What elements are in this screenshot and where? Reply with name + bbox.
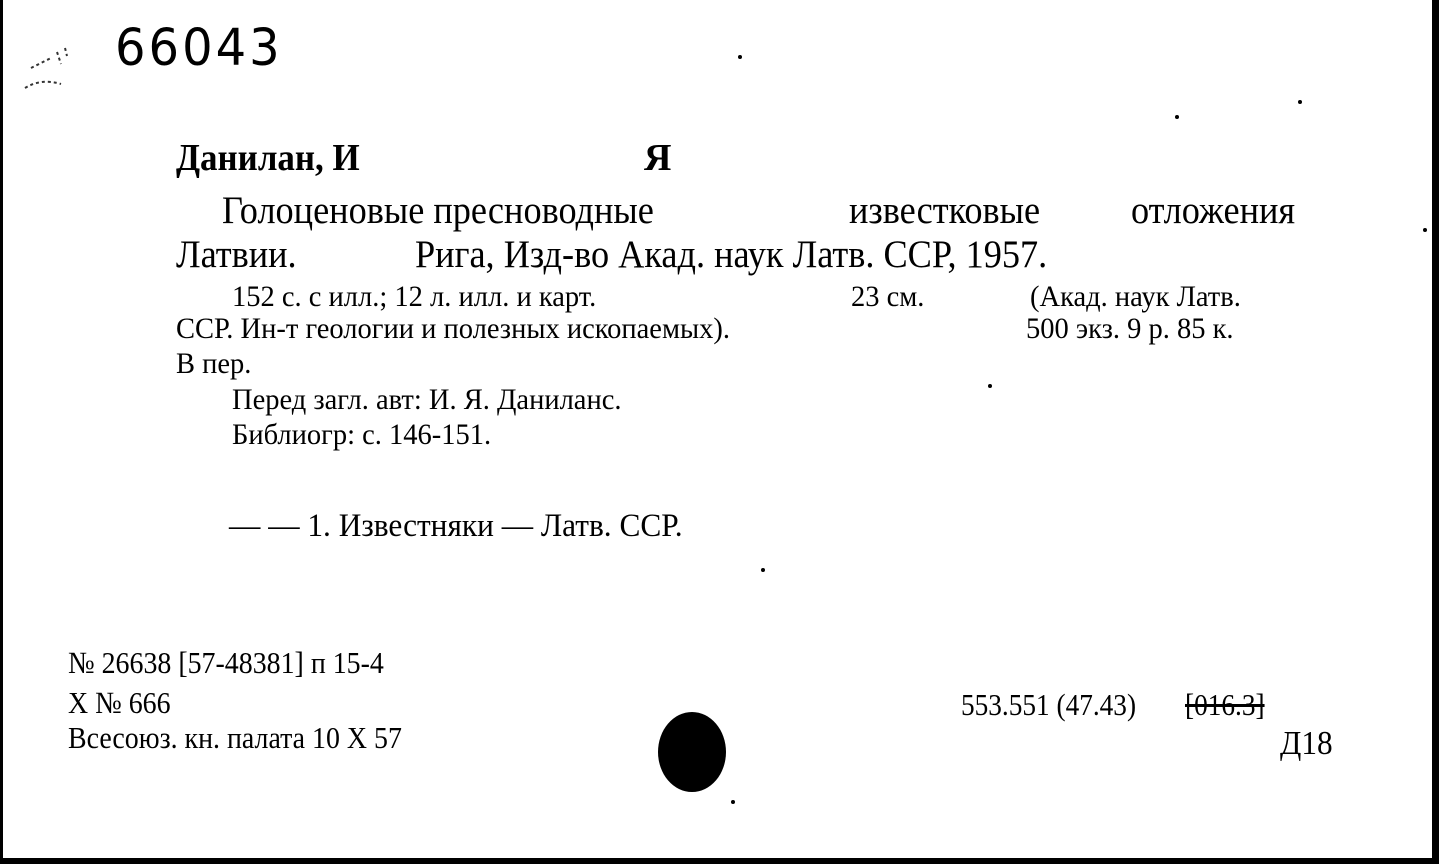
- author-surname: Данилан, И: [176, 137, 360, 179]
- subject-heading: — — 1. Известняки — Латв. ССР.: [229, 508, 683, 544]
- registry-number: № 26638 [57-48381] п 15-4: [68, 645, 384, 680]
- imprint: Рига, Изд-во Акад. наук Латв. ССР, 1957.: [415, 233, 1048, 276]
- binding-note: В пер.: [176, 347, 252, 380]
- punch-hole: [658, 712, 726, 792]
- registry-x-number: Х № 666: [68, 685, 171, 720]
- title-line-1b: известковые: [849, 189, 1041, 232]
- collation-pages: 152 с. с илл.; 12 л. илл. и карт.: [232, 280, 597, 313]
- bibliography-note: Библиогр: с. 146-151.: [232, 418, 492, 451]
- speck: [988, 384, 992, 388]
- print-run-price: 500 экз. 9 р. 85 к.: [1026, 312, 1234, 345]
- speck: [731, 800, 735, 804]
- series-end: ССР. Ин-т геологии и полезных ископаемых).: [176, 312, 730, 345]
- title-line-2a: Латвии.: [176, 233, 297, 276]
- collation-size: 23 см.: [851, 280, 925, 313]
- title-line-1a: Голоценовые пресноводные: [222, 189, 654, 232]
- pencil-mark: [21, 38, 91, 98]
- speck: [1423, 228, 1427, 232]
- speck: [1175, 115, 1179, 119]
- speck: [738, 55, 742, 59]
- series-start: (Акад. наук Латв.: [1030, 280, 1241, 313]
- speck: [1298, 100, 1302, 104]
- udc-code: 553.551 (47.43): [961, 687, 1137, 722]
- call-number: Д18: [1280, 725, 1333, 762]
- title-line-1c: отложения: [1131, 189, 1296, 232]
- registry-chamber: Всесоюз. кн. палата 10 Х 57: [68, 720, 402, 755]
- speck: [761, 568, 765, 572]
- author-initial: Я: [644, 137, 672, 179]
- author-note: Перед загл. авт: И. Я. Даниланс.: [232, 383, 622, 416]
- struck-code: [016.3]: [1185, 687, 1265, 722]
- handwritten-number: 66043: [115, 18, 283, 78]
